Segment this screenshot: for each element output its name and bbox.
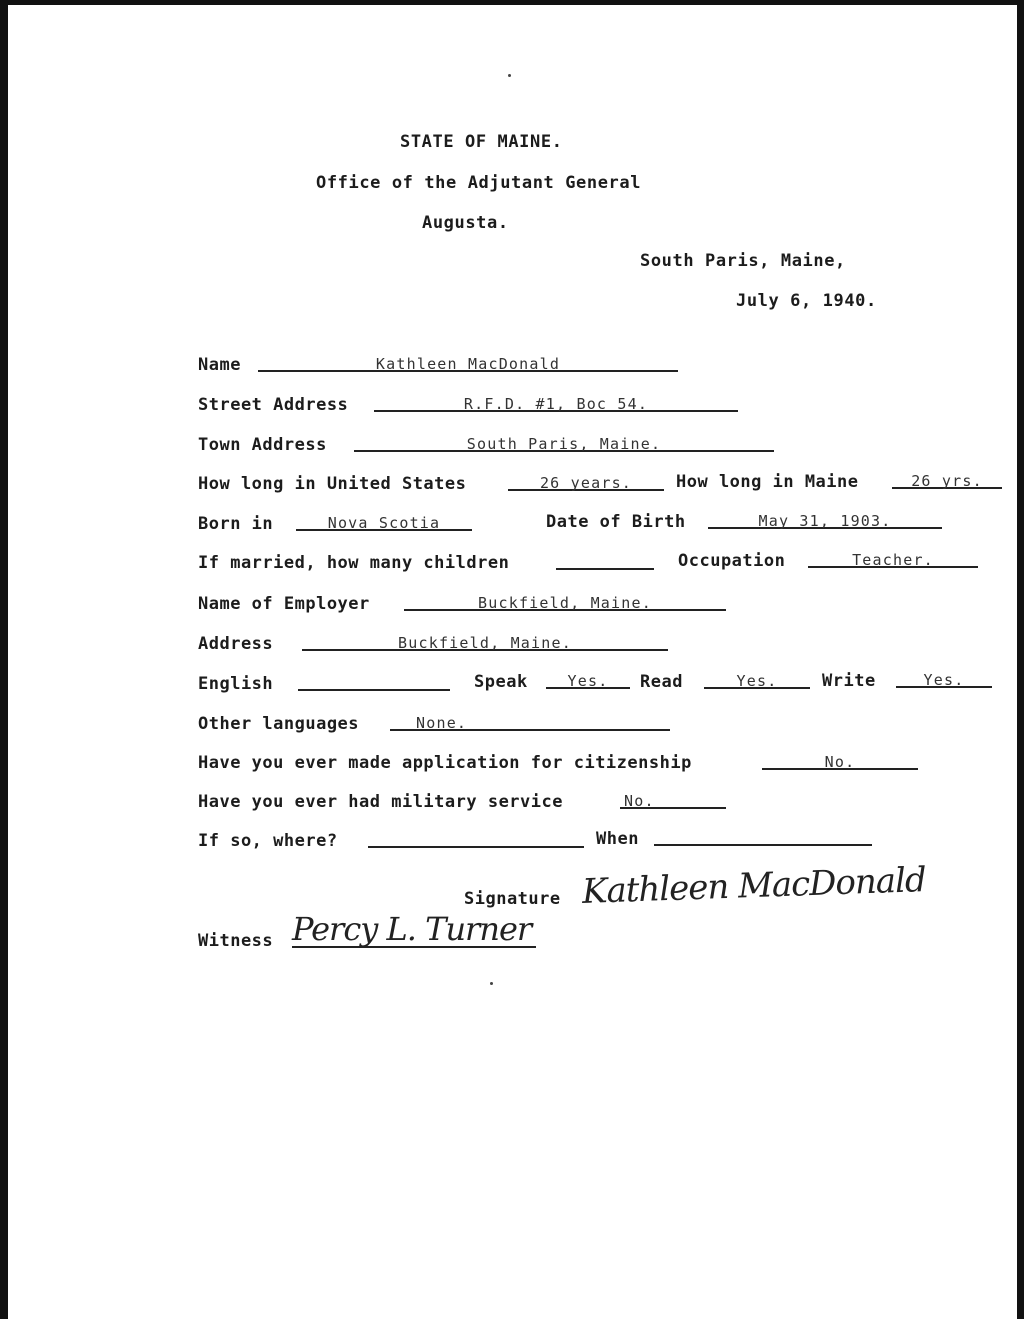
office-heading: Office of the Adjutant General [316, 173, 642, 193]
maine-years-field [892, 469, 1002, 489]
citizenship-field [762, 750, 918, 770]
when-field [654, 826, 872, 846]
read-field [704, 669, 810, 689]
name-label: Name [198, 355, 241, 375]
us-years-label: How long in United States [198, 474, 467, 494]
maine-years-value: 26 yrs. [911, 472, 983, 490]
name-value: Kathleen MacDonald [375, 355, 561, 373]
where-field [368, 828, 584, 848]
military-value: No. [624, 792, 655, 810]
children-field [556, 550, 654, 570]
town-field [354, 432, 774, 452]
occupation-field [808, 548, 978, 568]
citizenship-label: Have you ever made application for citizenship [198, 753, 692, 773]
write-field [896, 668, 992, 688]
maine-years-label: How long in Maine [676, 472, 859, 492]
speak-label: Speak [474, 672, 528, 692]
state-heading: STATE OF MAINE. [400, 132, 563, 152]
employer-value: Buckfield, Maine. [478, 594, 652, 612]
witness-label: Witness [198, 931, 274, 951]
address-label: Address [198, 634, 274, 654]
us-years-value: 26 years. [539, 474, 633, 492]
english-label: English [198, 674, 274, 694]
scan-speck [508, 74, 511, 77]
street-value: R.F.D. #1, Boc 54. [463, 395, 649, 413]
city-heading: Augusta. [422, 213, 509, 233]
other-languages-label: Other languages [198, 714, 360, 734]
citizenship-value: No. [824, 753, 856, 771]
location-line: South Paris, Maine, [640, 251, 846, 271]
when-label: When [596, 829, 639, 849]
children-label: If married, how many children [198, 553, 510, 573]
born-value: Nova Scotia [327, 514, 441, 532]
town-label: Town Address [198, 435, 327, 455]
witness-value: Percy L. Turner [292, 910, 532, 948]
english-field [298, 671, 450, 691]
write-label: Write [822, 671, 876, 691]
employer-field [404, 591, 726, 611]
speak-field [546, 669, 630, 689]
dob-value: May 31, 1903. [758, 512, 892, 530]
employer-label: Name of Employer [198, 594, 370, 614]
born-label: Born in [198, 514, 274, 534]
street-field [374, 392, 738, 412]
other-languages-value: None. [416, 714, 468, 732]
name-field [258, 352, 678, 372]
born-field [296, 511, 472, 531]
town-value: South Paris, Maine. [466, 435, 662, 453]
dob-field [708, 509, 942, 529]
witness-line [292, 946, 536, 948]
other-languages-field [390, 711, 670, 731]
read-value: Yes. [736, 672, 778, 690]
read-label: Read [640, 672, 683, 692]
occupation-label: Occupation [678, 551, 786, 571]
us-years-field [508, 471, 664, 491]
address-field [302, 631, 668, 651]
scan-speck [490, 982, 493, 985]
street-label: Street Address [198, 395, 349, 415]
where-label: If so, where? [198, 831, 338, 851]
dob-label: Date of Birth [546, 512, 686, 532]
occupation-value: Teacher. [852, 551, 934, 569]
date-line: July 6, 1940. [736, 291, 877, 311]
signature-label: Signature [464, 889, 561, 909]
write-value: Yes. [923, 671, 965, 689]
signature-value: Kathleen MacDonald [581, 860, 927, 912]
address-value: Buckfield, Maine. [398, 634, 572, 652]
military-field [620, 789, 726, 809]
speak-value: Yes. [567, 672, 609, 690]
military-label: Have you ever had military service [198, 792, 563, 812]
